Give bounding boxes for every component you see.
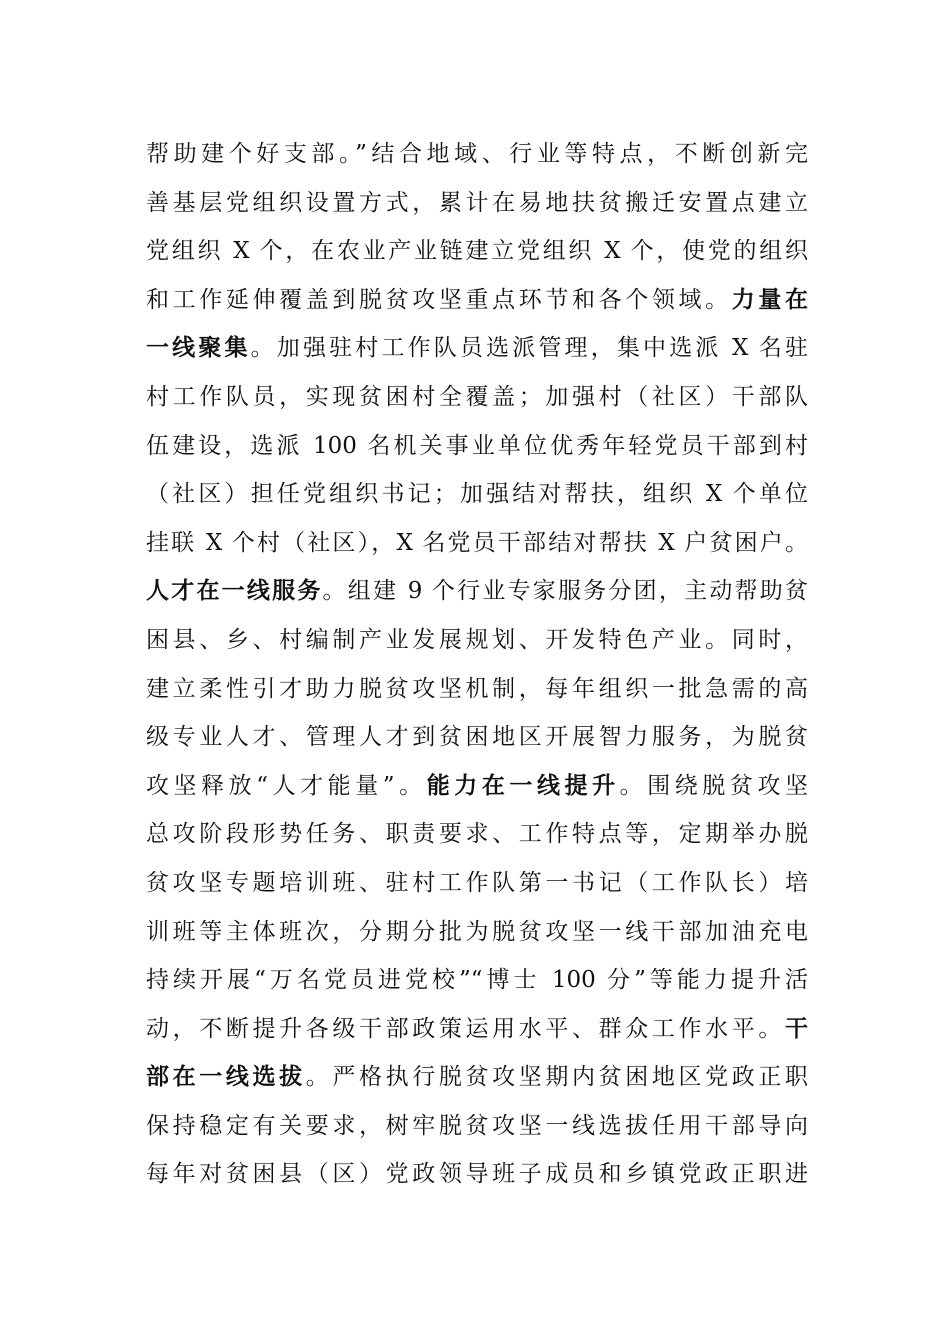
text-line (146, 130, 808, 179)
body-text-segment: 建立柔性引才助力脱贫攻坚机制，每年组织一批急需的高 (146, 675, 808, 702)
body-text-segment: 党组织 X 个，在农业产业链建立党组织 X 个，使党的组织 (146, 238, 808, 265)
body-text-segment: 动，不断提升各级干部政策运用水平、群众工作水平。 (146, 1015, 785, 1042)
body-text-segment: 。严格执行脱贫攻坚期内贫困地区党政正职 (305, 1064, 808, 1091)
body-text-segment: 挂联 X 个村（社区），X 名党员干部结对帮扶 X 户贫困户。 (146, 529, 808, 556)
text-line (146, 762, 808, 811)
body-text-segment: 级专业人才、管理人才到贫困地区开展智力服务，为脱贫 (146, 724, 808, 751)
body-text-segment: 训班等主体班次，分期分批为脱贫攻坚一线干部加油充电 (146, 918, 808, 945)
bold-heading-text: 干 (785, 1015, 808, 1042)
body-text-segment: 每年对贫困县（区）党政领导班子成员和乡镇党政正职进 (146, 1161, 808, 1188)
bold-heading-text: 力量在 (731, 286, 808, 313)
body-text-segment: 困县、乡、村编制产业发展规划、开发特色产业。同时， (146, 626, 808, 653)
bold-heading-text: 能力在一线提升 (426, 772, 620, 799)
text-line (146, 713, 808, 762)
text-line (146, 227, 808, 276)
text-line (146, 1005, 808, 1054)
body-text-segment: 村工作队员，实现贫困村全覆盖；加强村（社区）干部队 (146, 383, 808, 410)
text-line (146, 276, 808, 325)
body-text-segment: 伍建设，选派 100 名机关事业单位优秀年轻党员干部到村 (146, 432, 808, 459)
bold-heading-text: 部在一线选拔 (146, 1064, 306, 1091)
text-line (146, 908, 808, 957)
body-text-segment: 帮助建个好支部。”结合地域、行业等特点，不断创新完 (146, 141, 808, 167)
text-line (146, 1053, 808, 1102)
text-line (146, 859, 808, 908)
body-text-segment: （社区）担任党组织书记；加强结对帮扶，组织 X 个单位 (146, 481, 808, 508)
body-text-segment: 。组建 9 个行业专家服务分团，主动帮助贫 (322, 578, 808, 605)
text-line (146, 422, 808, 471)
body-text-segment: 贫攻坚专题培训班、驻村工作队第一书记（工作队长）培 (146, 869, 808, 896)
body-text-segment: 持续开展“万名党员进党校”“博士 100 分”等能力提升活 (146, 967, 808, 994)
text-line (146, 179, 808, 228)
text-line (146, 324, 808, 373)
text-line (146, 470, 808, 519)
bold-heading-text: 一线聚集 (146, 335, 251, 362)
text-line (146, 665, 808, 714)
body-text (146, 130, 808, 1199)
body-text-segment: 总攻阶段形势任务、职责要求、工作特点等，定期举办脱 (146, 821, 808, 848)
bold-heading-text: 人才在一线服务 (146, 578, 323, 605)
body-text-segment: 。围绕脱贫攻坚 (619, 772, 809, 799)
text-line (146, 616, 808, 665)
text-line (146, 810, 808, 859)
text-line (146, 956, 808, 1005)
body-text-segment: 攻坚释放“人才能量”。 (146, 772, 427, 799)
body-text-segment: 保持稳定有关要求，树牢脱贫攻坚一线选拔任用干部导向 (146, 1112, 808, 1139)
text-line (146, 519, 808, 568)
text-line (146, 567, 808, 616)
text-line (146, 373, 808, 422)
text-line (146, 1102, 808, 1151)
text-line (146, 1150, 808, 1199)
body-text-segment: 。加强驻村工作队员选派管理，集中选派 X 名驻 (250, 335, 808, 362)
body-text-segment: 和工作延伸覆盖到脱贫攻坚重点环节和各个领域。 (146, 286, 732, 313)
body-text-segment: 善基层党组织设置方式，累计在易地扶贫搬迁安置点建立 (146, 189, 808, 216)
